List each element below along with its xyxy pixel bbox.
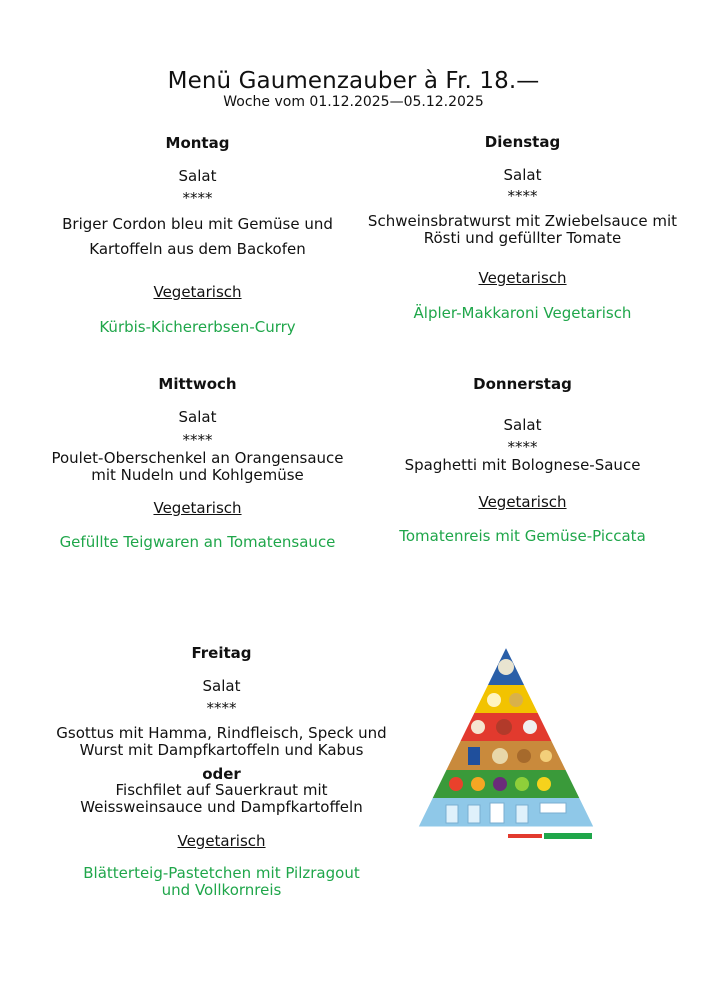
vegetarian-dish: Tomatenreis mit Gemüse-Piccata <box>399 527 646 545</box>
menu-week: Woche vom 01.12.2025—05.12.2025 <box>223 94 484 110</box>
vegetarian-dish: Gefüllte Teigwaren an Tomatensauce <box>59 533 336 551</box>
main-dish-line: Poulet-Oberschenkel an Orangensauce <box>51 449 344 467</box>
vegetarian-dish-line: und Vollkornreis <box>161 881 282 899</box>
alternative-dish-line: Weissweinsauce und Dampfkartoffeln <box>80 798 363 816</box>
main-dish-line: mit Nudeln und Kohlgemüse <box>91 466 304 484</box>
vegetarian-dish-line: Blätterteig-Pastetchen mit Pilzragout <box>83 864 360 882</box>
food-pyramid-icon <box>416 645 596 845</box>
vegetarian-label: Vegetarisch <box>478 269 567 287</box>
day-name: Donnerstag <box>473 375 572 393</box>
vegetarian-dish: Älpler-Makkaroni Vegetarisch <box>413 304 632 322</box>
vegetarian-label: Vegetarisch <box>153 499 242 517</box>
separator: **** <box>206 699 237 717</box>
main-dish-line: Wurst mit Dampfkartoffeln und Kabus <box>79 741 364 759</box>
salad: Salat <box>202 677 241 695</box>
menu-title: Menü Gaumenzauber à Fr. 18.— <box>167 68 540 94</box>
separator: **** <box>182 189 213 207</box>
day-name: Montag <box>165 134 230 152</box>
alternative-dish-line: Fischfilet auf Sauerkraut mit <box>115 781 328 799</box>
day-name: Mittwoch <box>158 375 237 393</box>
salad: Salat <box>503 166 542 184</box>
main-dish-line: Briger Cordon bleu mit Gemüse und <box>62 215 333 233</box>
vegetarian-label: Vegetarisch <box>478 493 567 511</box>
main-dish-line: Schweinsbratwurst mit Zwiebelsauce mit <box>367 212 678 230</box>
salad: Salat <box>178 167 217 185</box>
separator: **** <box>182 431 213 449</box>
salad: Salat <box>503 416 542 434</box>
day-name: Dienstag <box>484 133 561 151</box>
separator: **** <box>507 187 538 205</box>
day-name: Freitag <box>191 644 252 662</box>
oder-label: oder <box>202 765 241 783</box>
separator: **** <box>507 438 538 456</box>
main-dish-line: Rösti und gefüllter Tomate <box>423 229 622 247</box>
main-dish-line: Spaghetti mit Bolognese-Sauce <box>404 456 641 474</box>
salad: Salat <box>178 408 217 426</box>
main-dish-line: Kartoffeln aus dem Backofen <box>89 240 306 258</box>
vegetarian-dish: Kürbis-Kichererbsen-Curry <box>99 318 296 336</box>
vegetarian-label: Vegetarisch <box>153 283 242 301</box>
main-dish-line: Gsottus mit Hamma, Rindfleisch, Speck und <box>56 724 387 742</box>
vegetarian-label: Vegetarisch <box>177 832 266 850</box>
